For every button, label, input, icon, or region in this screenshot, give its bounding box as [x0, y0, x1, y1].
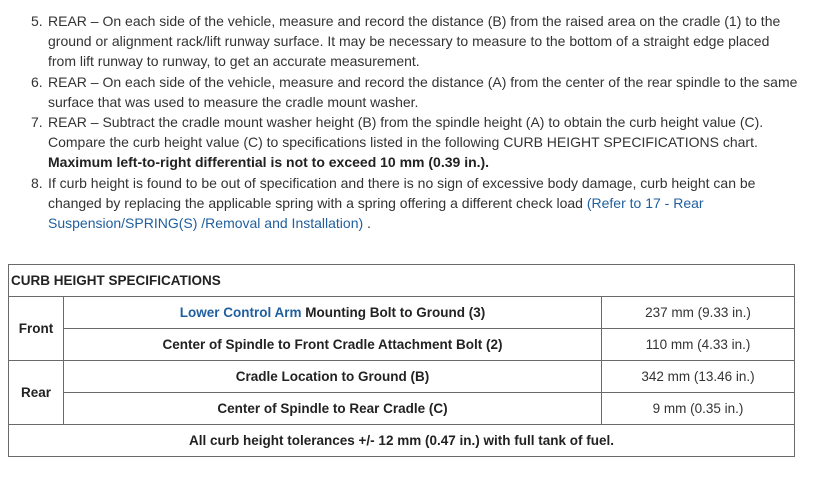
- spec-value: 9 mm (0.35 in.): [602, 393, 795, 425]
- table-row: [9, 361, 795, 393]
- step-number: 5.: [31, 13, 43, 29]
- curb-height-spec-table: [8, 264, 795, 457]
- step-6: [0, 72, 800, 112]
- step-text: If curb height is found to be out of specification and there is no sign of excessive body damage, curb height can be changed by replacing the applicable spring with a spring offering a different check load: [48, 174, 756, 211]
- group-label-front: Front: [9, 297, 64, 361]
- group-label-rear: Rear: [9, 361, 64, 425]
- table-footer-row: [9, 425, 795, 457]
- spec-value: 342 mm (13.46 in.): [602, 361, 795, 393]
- step-text-end: .: [367, 215, 371, 232]
- spec-item: Center of Spindle to Rear Cradle (C): [64, 393, 602, 425]
- procedure-steps: [0, 11, 800, 233]
- table-row: [9, 297, 795, 329]
- step-text: REAR – On each side of the vehicle, measure and record the distance (A) from the center of the rear spindle to the same surface that was used to measure the cradle mount washer.: [48, 73, 798, 110]
- step-warning: Maximum left-to-right differential is not to exceed 10 mm (0.39 in.).: [48, 154, 490, 171]
- step-8: [0, 173, 800, 234]
- step-7: [0, 112, 800, 173]
- spec-item: [64, 297, 602, 329]
- spec-item-text: Mounting Bolt to Ground (3): [301, 305, 486, 320]
- step-5: [0, 11, 800, 72]
- step-text: REAR – On each side of the vehicle, measure and record the distance (B) from the raised area on the cradle (1) to the ground or alignment rack/lift runway surface. It may be necessary to measure to the bottom of a straight edge placed from lift runway to runway, to get an accurate measurement.: [48, 13, 781, 70]
- spring-removal-link[interactable]: (Refer to 17 - Rear Suspension/SPRING(S) /Removal and Installation): [48, 194, 704, 232]
- table-footer-note: All curb height tolerances +/- 12 mm (0.47 in.) with full tank of fuel.: [9, 425, 795, 457]
- table-title: CURB HEIGHT SPECIFICATIONS: [9, 265, 795, 297]
- table-row: [9, 393, 795, 425]
- step-number: 8.: [31, 174, 43, 191]
- step-text: REAR – Subtract the cradle mount washer height (B) from the spindle height (A) to obtain the curb height value (C). Compare the curb height value (C) to specifications listed in the following CURB HEIGHT SPECIFICATIONS chart.: [48, 114, 764, 151]
- step-number: 7.: [31, 114, 43, 131]
- step-number: 6.: [31, 73, 43, 90]
- lower-control-arm-link[interactable]: Lower Control Arm: [179, 305, 302, 320]
- table-row: [9, 329, 795, 361]
- spec-item: Cradle Location to Ground (B): [64, 361, 602, 393]
- table-title-row: [9, 265, 795, 297]
- spec-value: 110 mm (4.33 in.): [602, 329, 795, 361]
- spec-item: Center of Spindle to Front Cradle Attachment Bolt (2): [64, 329, 602, 361]
- spec-value: 237 mm (9.33 in.): [602, 297, 795, 329]
